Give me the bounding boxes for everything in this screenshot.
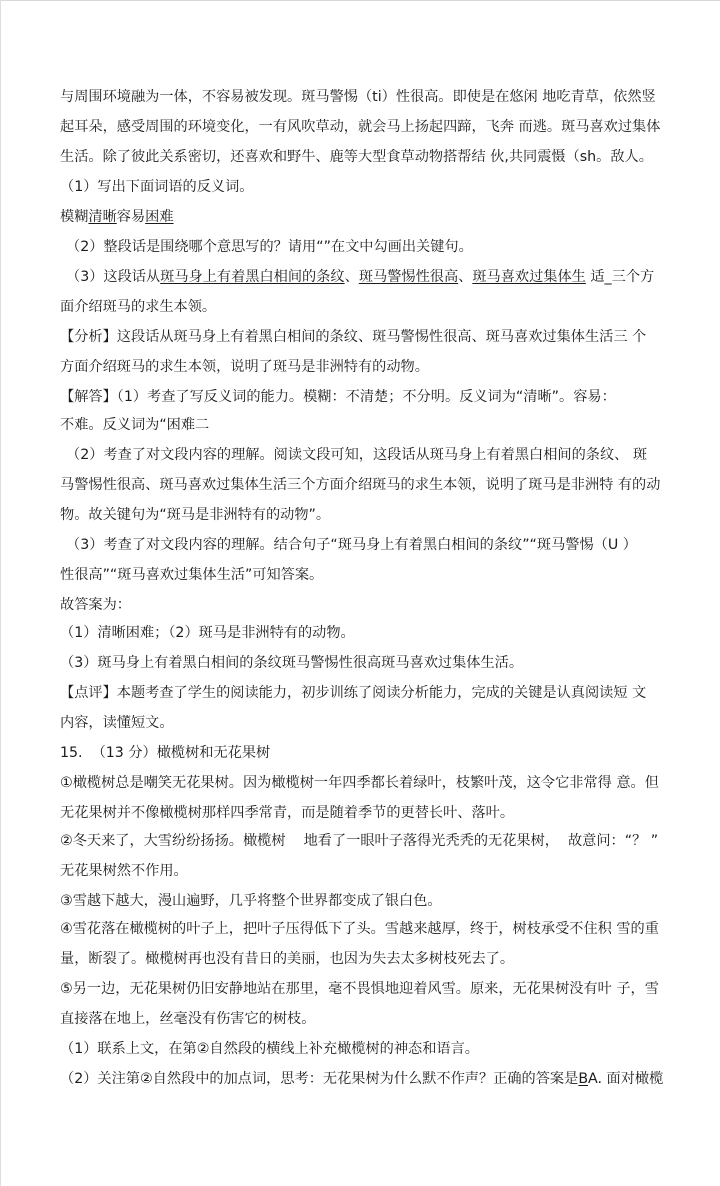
line-text: ①橄榄树总是嘲笑无花果树。因为橄榄树一年四季都长着绿叶，枝繁叶茂，这令它非常得 意。但 xyxy=(60,775,659,791)
line-text: 故答案为： xyxy=(60,597,131,613)
answer-aspect-alert: 斑马警惕性很高 xyxy=(358,269,459,285)
question-15-title xyxy=(60,742,720,764)
text-line-13 xyxy=(66,444,720,466)
line-text: 马警惕性很高、斑马喜欢过集体生活三个方面介绍斑马的求生本领，说明了斑马是非洲特 有的动 xyxy=(60,477,661,493)
analysis-heading xyxy=(60,326,720,348)
line-text: 起耳朵，感受周围的环境变化，一有风吹草动，就会马上扬起四蹄，飞奔 而逃。斑马喜欢过集体 xyxy=(60,119,661,135)
line-text: A. 面对橄榄 xyxy=(588,1071,664,1087)
line-text: 面介绍斑马的求生本领。 xyxy=(60,299,217,315)
line-text: 性很高”“斑马喜欢过集体生活”可知答案。 xyxy=(60,567,324,583)
text-line-19 xyxy=(60,622,720,644)
question-1 xyxy=(60,176,720,198)
text-line-20 xyxy=(60,652,720,674)
paragraph-3 xyxy=(60,890,720,912)
line-text: 内容，读懂短文。 xyxy=(60,715,174,731)
line-text: （1）联系上文，在第②自然段的横线上补充橄榄树的神态和语言。 xyxy=(60,1041,479,1057)
line-text: （1）清晰困难；（2）斑马是非洲特有的动物。 xyxy=(60,625,355,641)
line-text: 量，断裂了。橄榄树再也没有昔日的美丽，也因为失去太多树枝死去了。 xyxy=(60,951,515,967)
antonym-line xyxy=(60,206,720,228)
sub-question-1 xyxy=(60,1038,720,1060)
text-line-17 xyxy=(60,564,720,586)
line-text: （3）这段话从 xyxy=(66,269,161,285)
text-line-18 xyxy=(60,594,720,616)
line-text: 物。故关键句为“斑马是非洲特有的动物”。 xyxy=(60,507,331,523)
line-text: 与周围环境融为一体，不容易被发现。斑马警惕（ti）性很高。即使是在悠闲 地吃青草，依然竖 xyxy=(60,89,656,105)
text-line-15 xyxy=(60,504,720,526)
text-line-2 xyxy=(60,116,720,138)
line-text: （3）考查了对文段内容的理解。结合句子“斑马身上有着黑白相间的条纹”“斑马警惕（U ） xyxy=(66,537,637,553)
line-text: 【解答】（1）考查了写反义词的能力。模糊：不清楚；不分明。反义词为“清晰”。容易： xyxy=(60,389,616,405)
text-line-27 xyxy=(60,860,720,882)
text-line-22 xyxy=(60,712,720,734)
paragraph-2 xyxy=(60,830,720,852)
line-text: （3）斑马身上有着黑白相间的条纹斑马警惕性很高斑马喜欢过集体生活。 xyxy=(60,655,524,671)
text-line-25 xyxy=(60,802,720,824)
paragraph-5 xyxy=(60,978,720,1000)
line-text: 生活。除了彼此关系密切，还喜欢和野牛、鹿等大型食草动物搭帮结 伙,共同震慑（sh。敌人。 xyxy=(60,149,653,165)
text-line-3 xyxy=(60,146,720,168)
text-line-32 xyxy=(60,1008,720,1030)
text-line-8 xyxy=(60,296,720,318)
question-3 xyxy=(66,266,720,288)
antonym-answer-clear: 清晰 xyxy=(88,209,117,225)
answer-aspect-group: 斑马喜欢过集体生 xyxy=(472,269,586,285)
line-text: 直接落在地上，丝毫没有伤害它的树枝。 xyxy=(60,1011,316,1027)
blank-fragment: 适_ xyxy=(585,269,612,285)
answer-choice: B xyxy=(578,1071,589,1087)
line-text: 【点评】本题考查了学生的阅读能力，初步训练了阅读分析能力，完成的关键是认真阅读短 文 xyxy=(60,685,647,701)
text-line-1 xyxy=(60,86,720,108)
text-line-16 xyxy=(66,534,720,556)
sub-question-2 xyxy=(60,1068,720,1090)
paragraph-1 xyxy=(60,772,720,794)
line-text: ②冬天来了，大雪纷纷扬扬。橄榄树 地看了一眼叶子落得光秃秃的无花果树， 故意问：“？ ” xyxy=(60,833,659,849)
paragraph-4 xyxy=(60,918,720,940)
text-line-14 xyxy=(60,474,720,496)
line-text: 不难。反义词为“困难二 xyxy=(60,417,210,433)
line-text: 三个方 xyxy=(611,269,655,285)
line-text: （1）写出下面词语的反义词。 xyxy=(60,179,254,195)
text-line-30 xyxy=(60,948,720,970)
line-text: 【分析】这段话从斑马身上有着黑白相间的条纹、斑马警惕性很高、斑马喜欢过集体生活三 个 xyxy=(60,329,647,345)
separator: 、 xyxy=(344,269,359,285)
antonym-answer-difficult: 困难 xyxy=(145,209,174,225)
text-line-12 xyxy=(60,414,720,436)
text-line-10 xyxy=(60,356,720,378)
review-heading xyxy=(60,682,720,704)
answer-heading xyxy=(60,386,720,408)
answer-aspect-stripes: 斑马身上有着黑白相间的条纹 xyxy=(160,269,345,285)
line-text: （2）考查了对文段内容的理解。阅读文段可知，这段话从斑马身上有着黑白相间的条纹、 斑 xyxy=(66,447,648,463)
line-text: 无花果树然不作用。 xyxy=(60,863,188,879)
word-easy: 容易 xyxy=(116,209,146,225)
separator: 、 xyxy=(458,269,473,285)
line-text: （2）关注第②自然段中的加点词，思考：无花果树为什么默不作声？正确的答案是 xyxy=(60,1071,579,1087)
question-2 xyxy=(66,236,720,258)
line-text: ④雪花落在橄榄树的叶子上，把叶子压得低下了头。雪越来越厚，终于，树枝承受不住积 雪的重 xyxy=(60,921,659,937)
line-text: （2）整段话是围绕哪个意思写的？请用“”在文中勾画出关键句。 xyxy=(66,239,473,255)
word-blurry: 模糊 xyxy=(60,209,89,225)
line-text: 方面介绍斑马的求生本领，说明了斑马是非洲特有的动物。 xyxy=(60,359,429,375)
page-left-edge xyxy=(0,0,1,1186)
page-top-edge xyxy=(0,0,720,1)
line-text: 15. （13 分）橄榄树和无花果树 xyxy=(60,745,271,761)
line-text: ③雪越下越大，漫山遍野，几乎将整个世界都变成了银白色。 xyxy=(60,893,442,909)
line-text: 无花果树并不像橄榄树那样四季常青，而是随着季节的更替长叶、落叶。 xyxy=(60,805,515,821)
line-text: ⑤另一边，无花果树仍旧安静地站在那里，毫不畏惧地迎着风雪。原来，无花果树没有叶 子，雪 xyxy=(60,981,659,997)
